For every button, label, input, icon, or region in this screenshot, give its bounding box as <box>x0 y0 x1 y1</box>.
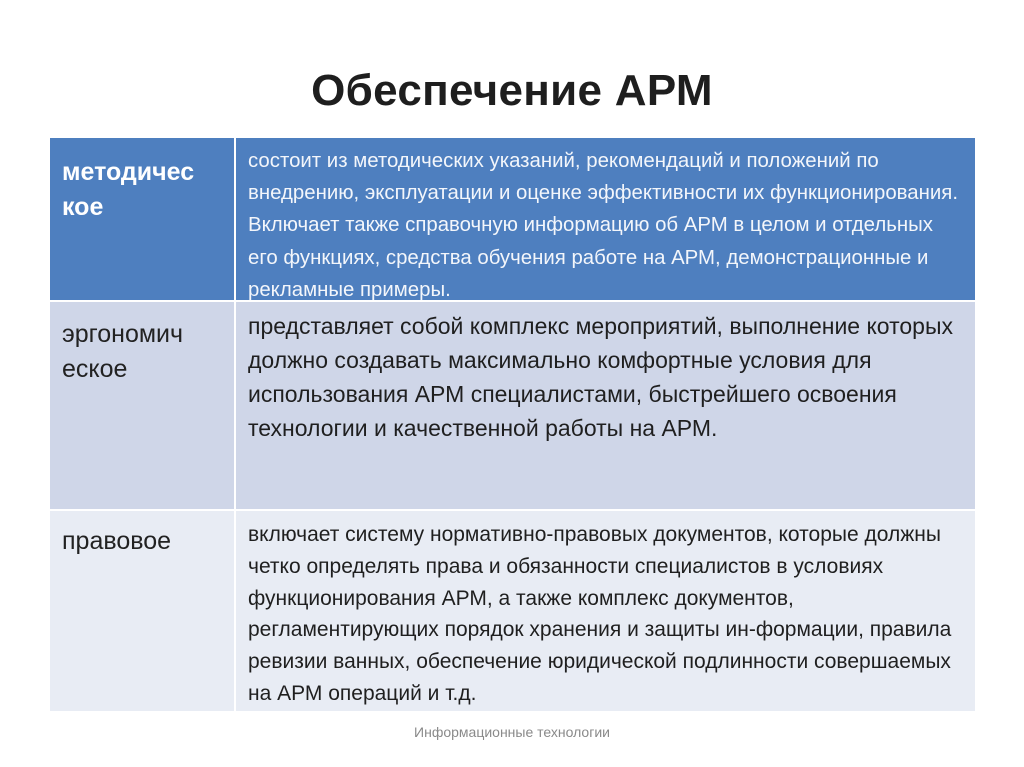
row-key-line: кое <box>62 193 104 221</box>
row-description: состоит из методических указаний, рекомендаций и положений по внедрению, эксплуатации и оценке эффективности их функционирования. Включает также справочную информацию об АРМ в целом и отдельных его функциях, средства обучения работе на АРМ, демонстрационные и рекламные примеры. <box>248 150 958 301</box>
row-description: включает систему нормативно-правовых документов, которые должны четко определять права и обязанности специалистов в условиях функционирования АРМ, а также комплекс документов, регламентирующих порядок хранения и защиты ин-формации, правила ревизии ванных, обеспечение юридической подлинности совершаемых на АРМ операций и т.д. <box>248 523 952 705</box>
slide-footer: Информационные технологии <box>414 724 610 740</box>
row-key-cell <box>50 511 236 711</box>
table-row <box>50 511 975 711</box>
row-key-line: эргономич <box>62 320 184 348</box>
table-row <box>50 138 975 302</box>
row-key-cell <box>50 138 236 300</box>
row-key-line: методичес <box>62 158 195 186</box>
table-row <box>50 302 975 511</box>
row-description: представляет собой комплекс мероприятий, выполнение которых должно создавать максимально комфортные условия для использования АРМ специалистами, быстрейшего освоения технологии и качественной работы на АРМ. <box>248 313 953 441</box>
row-key-cell <box>50 302 236 509</box>
slide-title: Обеспечение АРМ <box>311 66 713 115</box>
row-key-line: правовое <box>62 527 172 555</box>
row-key-line: еское <box>62 355 128 383</box>
support-table <box>50 138 975 711</box>
